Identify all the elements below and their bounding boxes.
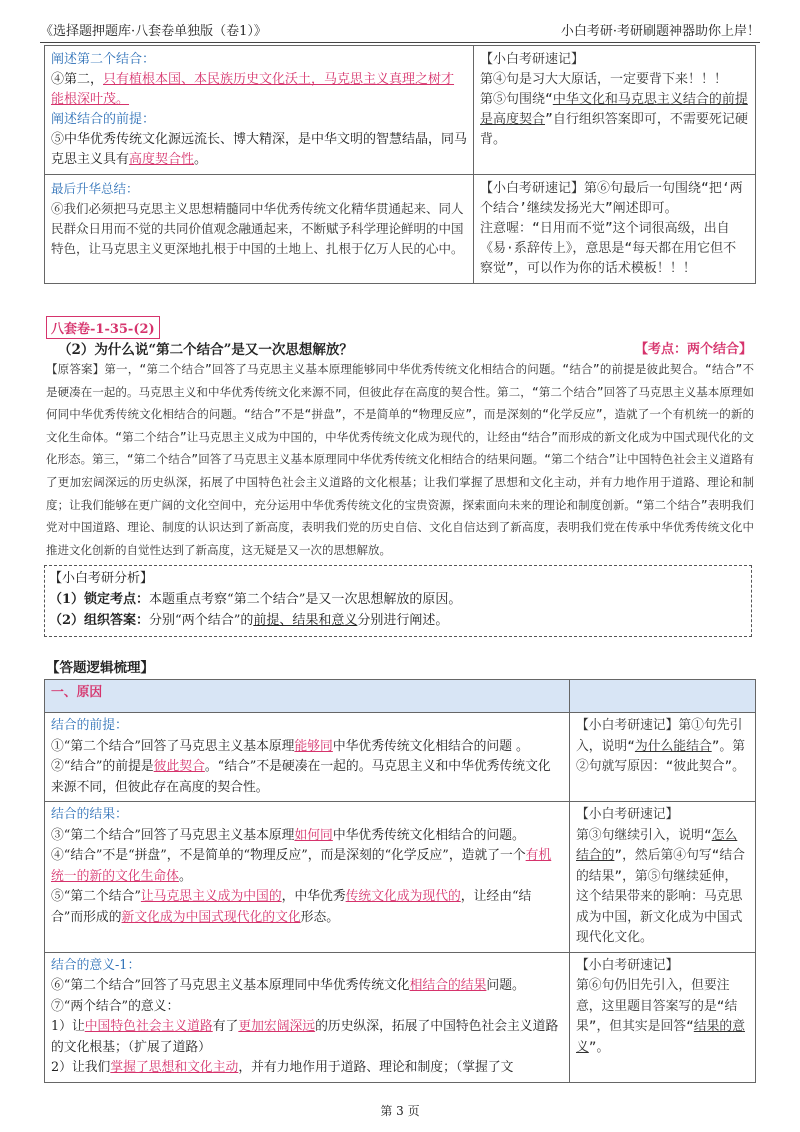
logic-cell: 结合的结果： ③“第二个结合”回答了马克思主义基本原理如何同中华优秀传统文化相结合的问题。 ④“结合”不是“拼盘”，不是简单的“物理反应”，而是深刻的“化学反应”，造就了一个有机统一的新的文化生命体。 ⑤“第二个结合”让马克思主义成为中国的，中华优秀传统文化成为现代的，让经由“结合”而形成的新文化成为中国式现代化的文化形态。 xyxy=(45,802,570,953)
analysis-box: 【小白考研分析】 （1）锁定考点：本题重点考察“第二个结合”是又一次思想解放的原因。 （2）组织答案：分别“两个结合”的前提、结果和意义分别进行阐述。 xyxy=(44,565,752,637)
note-cell: 【小白考研速记】 第⑥句仍旧先引入，但要注意，这里题目答案写的是“结果”，但其实是回答“结果的意义”。 xyxy=(570,952,756,1082)
section-header: 一、原因 xyxy=(45,680,570,713)
section-title: 阐述第二个结合： xyxy=(51,52,156,67)
logic-cell: 结合的前提： ①“第二个结合”回答了马克思主义基本原理能够同中华优秀传统文化相结合的问题 。 ②“结合”的前提是彼此契合。“结合”不是硬凑在一起的。马克思主义和中华优秀传统文化来源不同，但彼此存在高度的契合性。 xyxy=(45,713,570,802)
section-title: 阐述结合的前提： xyxy=(51,112,156,127)
page-number: 第 3 页 xyxy=(380,1104,420,1118)
section-title: 最后升华总结： xyxy=(51,181,139,196)
note-cell: 【小白考研速记】第①句先引入，说明“为什么能结合”。第②句就写原因：“彼此契合”。 xyxy=(570,713,756,802)
header-left: 《选择题押题库·八套卷单独版（卷1）》 xyxy=(40,24,267,39)
section-header-empty xyxy=(570,680,756,713)
note-cell: 【小白考研速记】 第④句是习大大原话，一定要背下来！！！ 第⑤句围绕“中华文化和马克思主义结合的前提是高度契合”自行组织答案即可，不需要死记硬背。 xyxy=(474,46,756,175)
logic-table xyxy=(44,679,756,1083)
paragraph: ⑤中华优秀传统文化源远流长、博大精深，是中华文明的智慧结晶，同马克思主义具有高度契合性。 xyxy=(51,132,468,167)
summary-cell xyxy=(45,46,474,175)
question-tag: 八套卷-1-35-(2) xyxy=(46,316,160,339)
note-cell: 【小白考研速记】第⑥句最后一句围绕“把‘两个结合’继续发扬光大”阐述即可。 注意喔：“日用而不觉”这个词很高级，出自《易·系辞传上》，意思是“每天都在用它但不察觉”，可以作为你的话术模板！！！ xyxy=(474,175,756,284)
page-header xyxy=(40,14,760,43)
header-right: 小白考研·考研刷题神器助你上岸！ xyxy=(560,24,760,39)
logic-cell: 结合的意义-1： ⑥“第二个结合”回答了马克思主义基本原理同中华优秀传统文化相结合的结果问题。 ⑦“两个结合”的意义： 1）让中国特色社会主义道路有了更加宏阔深远的历史纵深，拓展了中国特色社会主义道路的文化根基；（扩展了道路） 2）让我们掌握了思想和文化主动，并有力地作用于道路、理论和制度；（掌握了文 xyxy=(45,952,570,1082)
summary-table xyxy=(44,45,756,284)
question-title: （2）为什么说“第二个结合”是又一次思想解放？ xyxy=(58,342,353,358)
paragraph: ④第二，只有植根本国、本民族历史文化沃土，马克思主义真理之树才能根深叶茂。 xyxy=(51,72,455,107)
kaodian-label: 【考点：两个结合】 xyxy=(634,342,752,357)
original-answer: 【原答案】第一，“第二个结合”回答了马克思主义基本原理能够同中华优秀传统文化相结合的问题。“结合”的前提是彼此契合。“结合”不是硬凑在一起的。马克思主义和中华优秀传统文化来源不同，但彼此存在高度的契合性。第二，“第二个结合”回答了马克思主义基本原理如何同中华优秀传统文化相结合的问题。“结合”不是“拼盘”，不是简单的“物理反应”，而是深刻的“化学反应”，造就了一个有机统一的新的文化生命体。“第二个结合”让马克思主义成为中国的，中华优秀传统文化成为现代的，让经由“结合”而形成的新文化成为中国式现代化的文化形态。第三，“第二个结合”回答了马克思主义基本原理同中华优秀传统文化相结合的结果问题。“第二个结合”让中国特色社会主义道路有了更加宏阔深远的历史纵深，拓展了中国特色社会主义道路的文化根基；让我们掌握了思想和文化主动，并有力地作用于道路、理论和制度；让我们能够在更广阔的文化空间中，充分运用中华优秀传统文化的宝贵资源，探索面向未来的理论和制度创新。“第二个结合”表明我们党对中国道路、理论、制度的认识达到了新高度，表明我们党的历史自信、文化自信达到了新高度，表明我们党在传承中华优秀传统文化中推进文化创新的自觉性达到了新高度，这无疑是又一次的思想解放。 xyxy=(46,362,754,557)
logic-title: 【答题逻辑梳理】 xyxy=(46,660,154,676)
summary-cell: 最后升华总结： ⑥我们必须把马克思主义思想精髓同中华优秀传统文化精华贯通起来、同人民群众日用而不觉的共同价值观念融通起来，不断赋予科学理论鲜明的中国特色，让马克思主义更深地扎根于中国的土地上、扎根于亿万人民的心中。 xyxy=(45,175,474,284)
note-cell: 【小白考研速记】 第③句继续引入，说明“怎么结合的”，然后第④句写“结合的结果”，第⑤句继续延伸，这个结果带来的影响：马克思成为中国，新文化成为中国式现代化文化。 xyxy=(570,802,756,953)
